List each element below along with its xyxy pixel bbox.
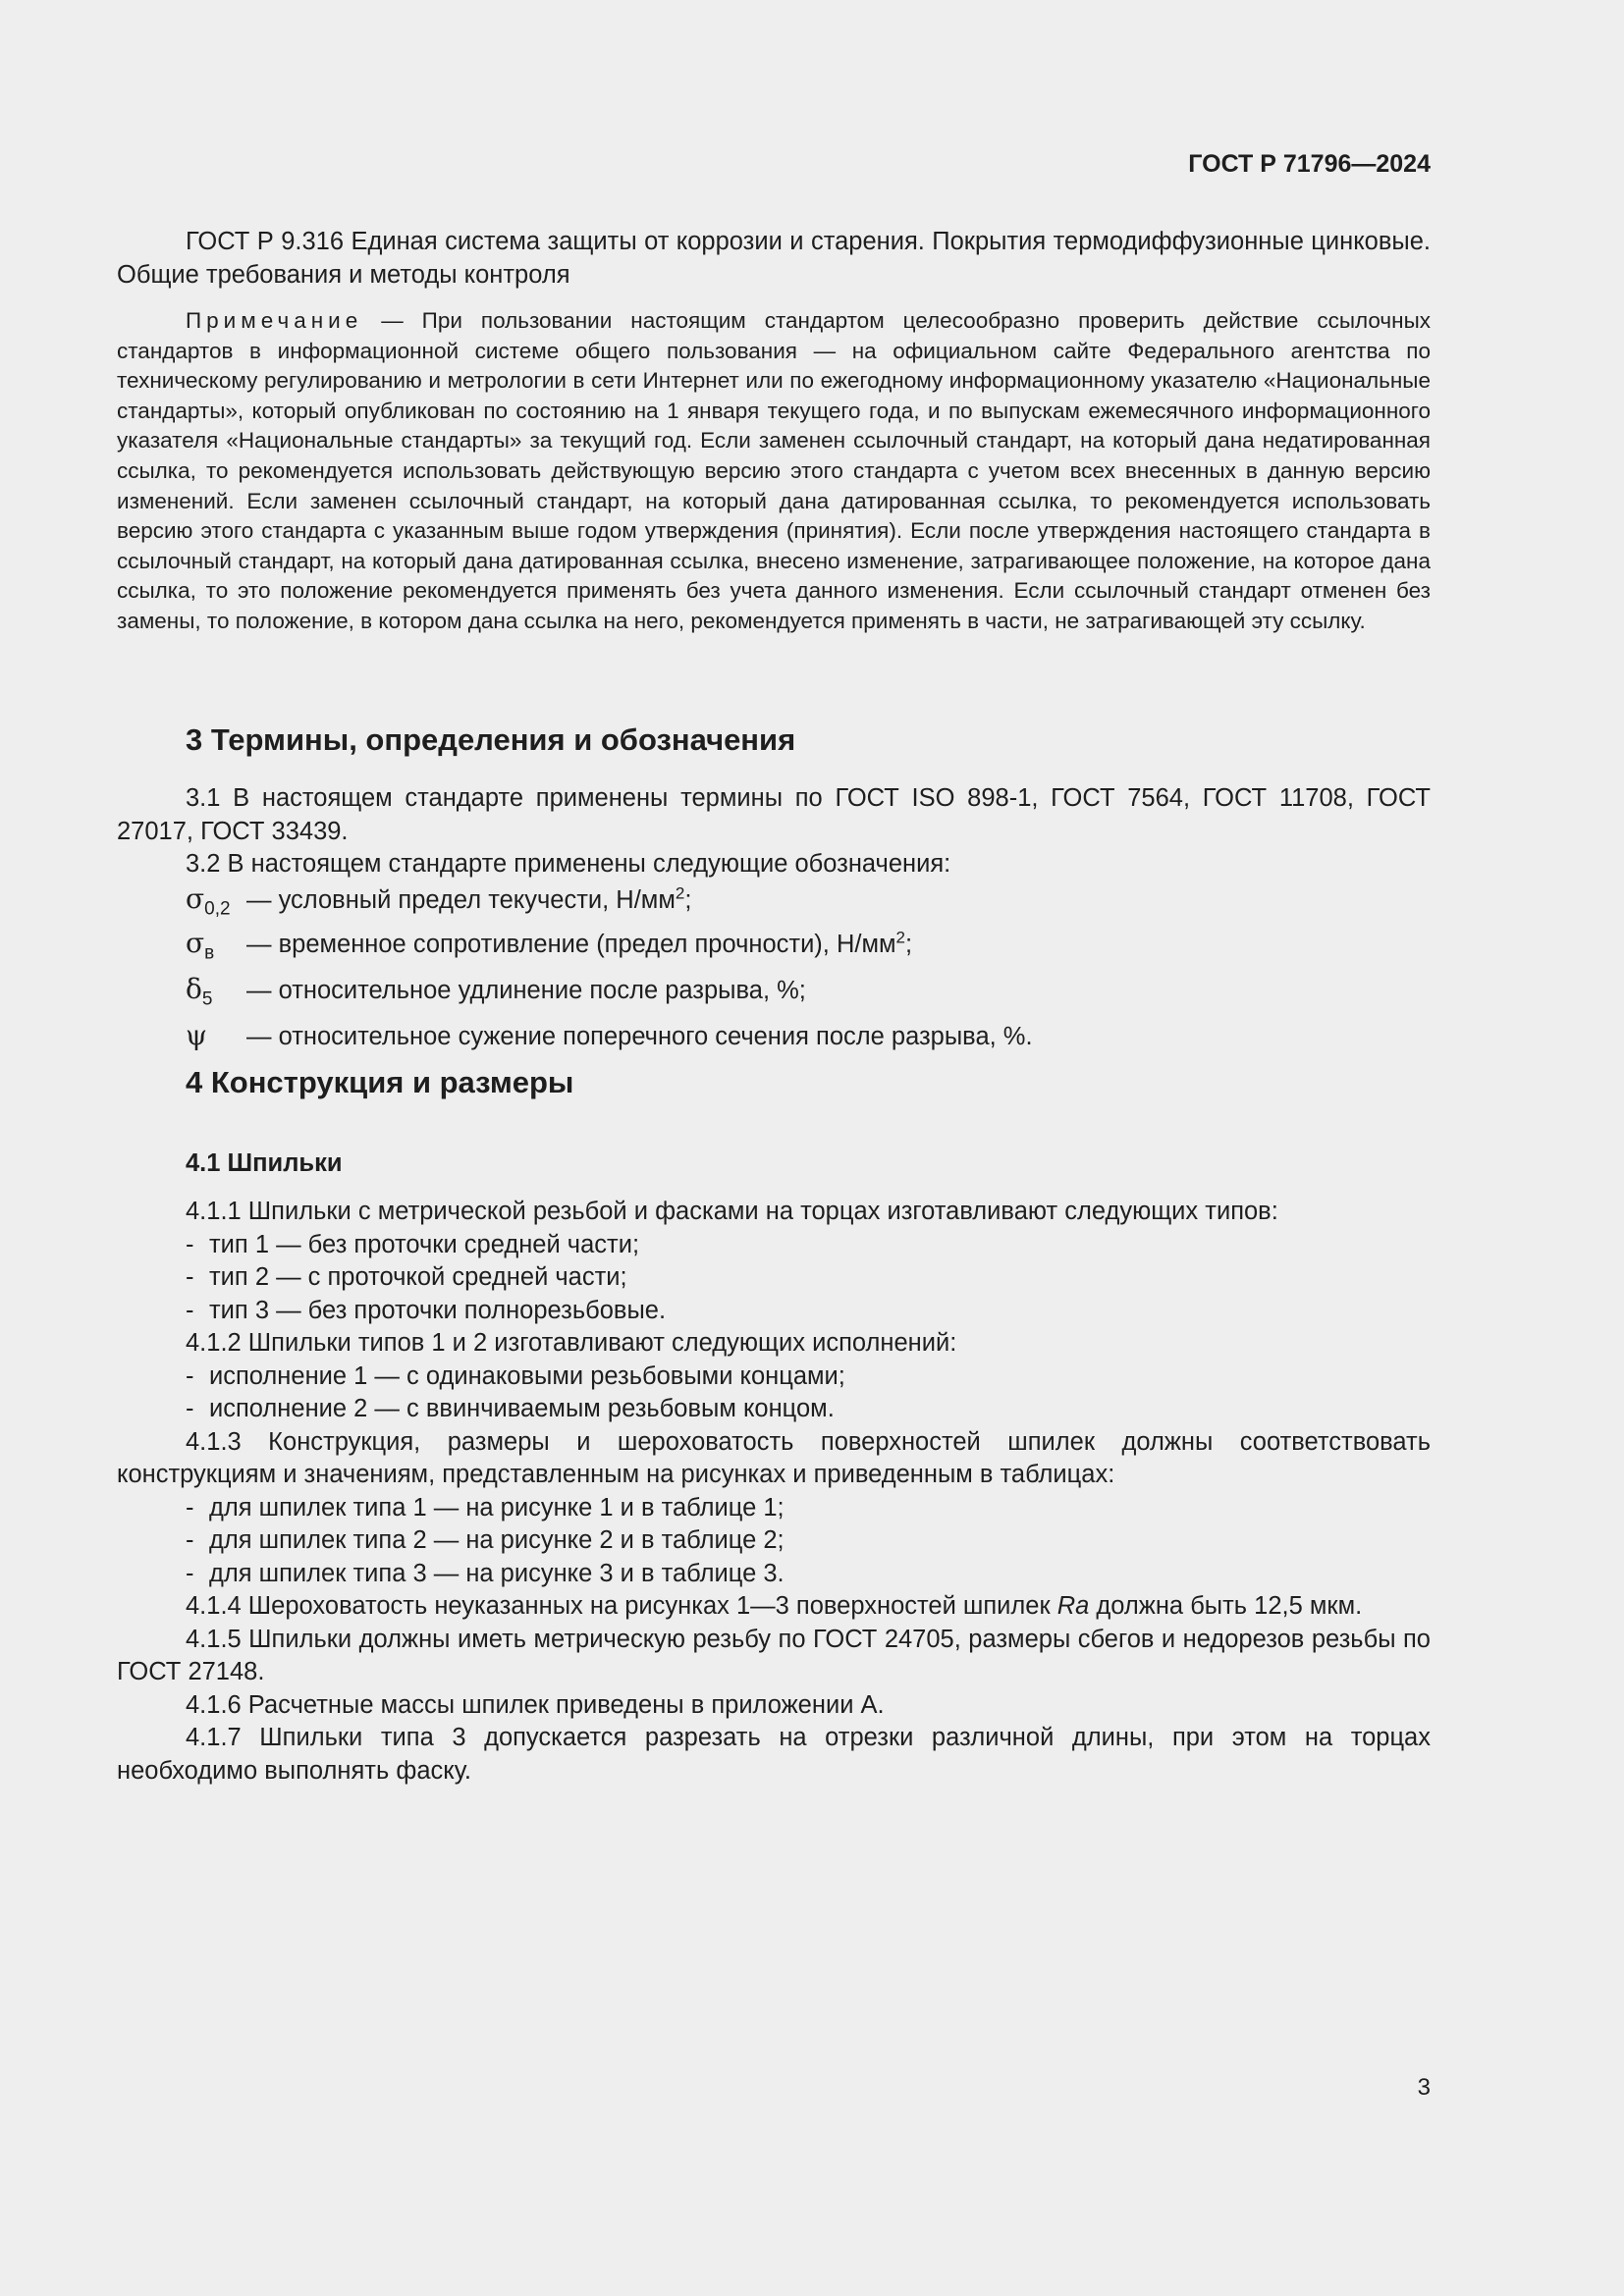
symbol: $\sigma_в$	[186, 927, 215, 964]
paragraph-4-1-6: 4.1.6 Расчетные массы шпилек приведены в приложении А.	[186, 1690, 885, 1719]
paragraph-4-1-4: 4.1.4 Шероховатость неуказанных на рисунках 1—3 поверхностей шпилек Ra должна быть 12,5 мкм.	[186, 1592, 1363, 1620]
subsection-4-1-title: 4.1 Шпильки	[186, 1149, 343, 1177]
symbol-definition: — относительное удлинение после разрыва, %;	[246, 976, 806, 1004]
symbols-list	[117, 881, 1431, 1055]
references-tail	[117, 226, 1431, 292]
document-header: ГОСТ Р 71796—2024	[1188, 150, 1431, 178]
symbol-row	[117, 926, 1431, 971]
section-4-body	[117, 1196, 1431, 1788]
paragraph-4-1-2: 4.1.2 Шпильки типов 1 и 2 изготавливают следующих исполнений:	[186, 1329, 957, 1357]
symbol-row	[117, 971, 1431, 1019]
section-3-title: 3 Термины, определения и обозначения	[186, 722, 796, 757]
list-item: - тип 3 — без проточки полнорезьбовые.	[186, 1296, 667, 1324]
subsection-4-1	[117, 1147, 1431, 1180]
paragraph-4-1-3: 4.1.3 Конструкция, размеры и шероховатость поверхностей шпилек должны соответствовать конструкциям и значениям, представленным на рисунках и приведенным в таблицах:	[117, 1427, 1431, 1488]
list-item: - исполнение 1 — с одинаковыми резьбовыми концами;	[186, 1362, 845, 1390]
section-3-body	[117, 782, 1431, 1054]
symbol: ψ	[186, 1019, 207, 1052]
page-number: 3	[1417, 2074, 1431, 2101]
symbol-row	[117, 881, 1431, 927]
section-4-title: 4 Конструкция и размеры	[186, 1065, 574, 1099]
symbol: $\delta_5$	[186, 972, 213, 1010]
list-item: - тип 2 — с проточкой средней части;	[186, 1263, 627, 1291]
list-item: - для шпилек типа 2 — на рисунке 2 и в таблице 2;	[186, 1526, 785, 1554]
symbol-definition: — условный предел текучести, $Н/мм^2$;	[246, 883, 692, 914]
paragraph-4-1-5: 4.1.5 Шпильки должны иметь метрическую резьбу по ГОСТ 24705, размеры сбегов и недорезов резьбы по ГОСТ 27148.	[117, 1625, 1431, 1685]
symbol-row	[117, 1018, 1431, 1054]
paragraph-4-1-1: 4.1.1 Шпильки с метрической резьбой и фасками на торцах изготавливают следующих типов:	[186, 1198, 1278, 1225]
reference-item: ГОСТ Р 9.316 Единая система защиты от коррозии и старения. Покрытия термодиффузионные цинковые. Общие требования и методы контроля	[117, 228, 1431, 289]
symbol-definition: — относительное сужение поперечного сечения после разрыва, %.	[246, 1023, 1033, 1051]
list-item: - тип 1 — без проточки средней части;	[186, 1230, 640, 1258]
paragraph-4-1-7: 4.1.7 Шпильки типа 3 допускается разрезать на отрезки различной длины, при этом на торцах необходимо выполнять фаску.	[117, 1724, 1431, 1785]
note-block	[117, 306, 1431, 637]
list-item: - для шпилек типа 3 — на рисунке 3 и в таблице 3.	[186, 1559, 785, 1587]
section-3	[117, 721, 1431, 760]
note-text: — При пользовании настоящим стандартом целесообразно проверить действие ссылочных стандартов в информационной системе общего пользования — на официальном сайте Федерального агентства по техническому регулированию и метрологии в сети Интернет или по ежегодному информационному указателю «Национальные стандарты», который опубликован по состоянию на 1 января текущего года, и по выпускам ежемесячного информационного указателя «Национальные стандарты» за текущий год. Если заменен ссылочный стандарт, на который дана недатированная ссылка, то рекомендуется использовать действующую версию этого стандарта с учетом всех внесенных в данную версию изменений. Если заменен ссылочный стандарт, на который дана датированная ссылка, то рекомендуется использовать версию этого стандарта с указанным выше годом утверждения (принятия). Если после утверждения настоящего стандарта в ссылочный стандарт, на который дана датированная ссылка, внесено изменение, затрагивающее положение, на которое дана ссылка, то это положение рекомендуется применять без учета данного изменения. Если ссылочный стандарт отменен без замены, то положение, в котором дана ссылка на него, рекомендуется применять в части, не затрагивающей эту ссылку.	[117, 308, 1431, 633]
paragraph-3-2: 3.2 В настоящем стандарте применены следующие обозначения:	[186, 850, 951, 878]
paragraph-3-1: 3.1 В настоящем стандарте применены термины по ГОСТ ISO 898-1, ГОСТ 7564, ГОСТ 11708, ГОСТ 27017, ГОСТ 33439.	[117, 784, 1431, 845]
note-paragraph	[117, 306, 1431, 637]
symbol-definition: — временное сопротивление (предел прочности), $Н/мм^2$;	[246, 928, 913, 959]
symbol: $\sigma_{0,2}$	[186, 881, 231, 920]
list-item: - исполнение 2 — с ввинчиваемым резьбовым концом.	[186, 1395, 835, 1422]
list-item: - для шпилек типа 1 — на рисунке 1 и в таблице 1;	[186, 1493, 785, 1522]
section-4	[117, 1063, 1431, 1102]
note-lead: Примечание	[186, 308, 363, 333]
